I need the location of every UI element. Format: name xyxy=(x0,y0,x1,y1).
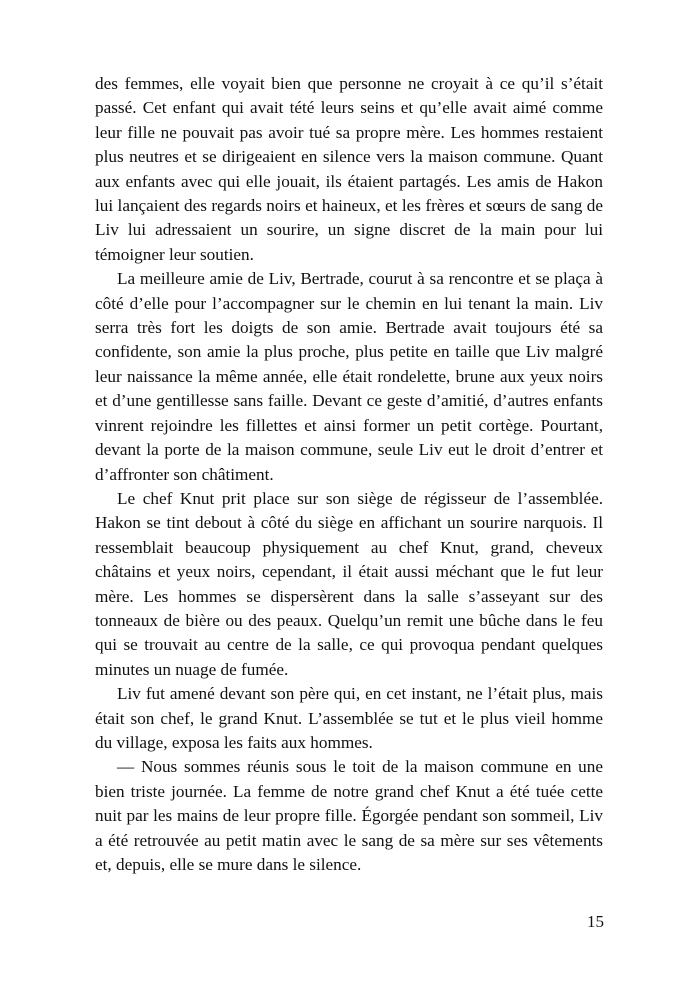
page-number: 15 xyxy=(587,912,604,931)
paragraph-1: des femmes, elle voyait bien que personne ne croyait à ce qu’il s’était passé. Cet enfant qui avait tété leurs seins et qu’elle avait aimé comme leur fille ne pouvait pas avoir tué sa propre mère. Les hommes restaient plus neutres et se dirigeaient en silence vers la maison commune. Quant aux enfants avec qui elle jouait, ils étaient partagés. Les amis de Hakon lui lançaient des regards noirs et haineux, et les frères et sœurs de sang de Liv lui adressaient un sourire, un signe discret de la main pour lui témoigner leur soutien. xyxy=(95,74,603,264)
paragraph-4: Liv fut amené devant son père qui, en cet instant, ne l’était plus, mais était son chef, le grand Knut. L’assemblée se tut et le plus vieil homme du village, exposa les faits aux hommes. xyxy=(95,684,603,752)
paragraph-2: La meilleure amie de Liv, Bertrade, courut à sa rencontre et se plaça à côté d’elle pour l’accompagner sur le chemin en lui tenant la main. Liv serra très fort les doigts de son amie. Bertrade avait toujours été sa confidente, son amie la plus proche, plus petite en taille que Liv malgré leur naissance la même année, elle était rondelette, brune aux yeux noirs et d’une gentillesse sans faille. Devant ce geste d’amitié, d’autres enfants vinrent rejoindre les fillettes et ainsi former un petit cortège. Pourtant, devant la porte de la maison commune, seule Liv eut le droit d’entrer et d’affronter son châtiment. xyxy=(95,269,603,484)
body-text xyxy=(95,72,603,877)
paragraph-3: Le chef Knut prit place sur son siège de régisseur de l’assemblée. Hakon se tint debout à côté du siège en affichant un sourire narquois. Il ressemblait beaucoup physiquement au chef Knut, grand, cheveux châtains et yeux noirs, cependant, il était aussi méchant que le fut leur mère. Les hommes se dispersèrent dans la salle s’asseyant sur des tonneaux de bière ou des peaux. Quelqu’un remit une bûche dans le feu qui se trouvait au centre de la salle, ce qui provoqua pendant quelques minutes un nuage de fumée. xyxy=(95,488,603,679)
paragraph-5-dialogue: — Nous sommes réunis sous le toit de la maison commune en une bien triste journée. La femme de notre grand chef Knut a été tuée cette nuit par les mains de leur propre fille. Égorgée pendant son sommeil, Liv a été retrouvée au petit matin avec le sang de sa mère sur ses vêtements et, depuis, elle se mure dans le silence. xyxy=(95,757,603,874)
